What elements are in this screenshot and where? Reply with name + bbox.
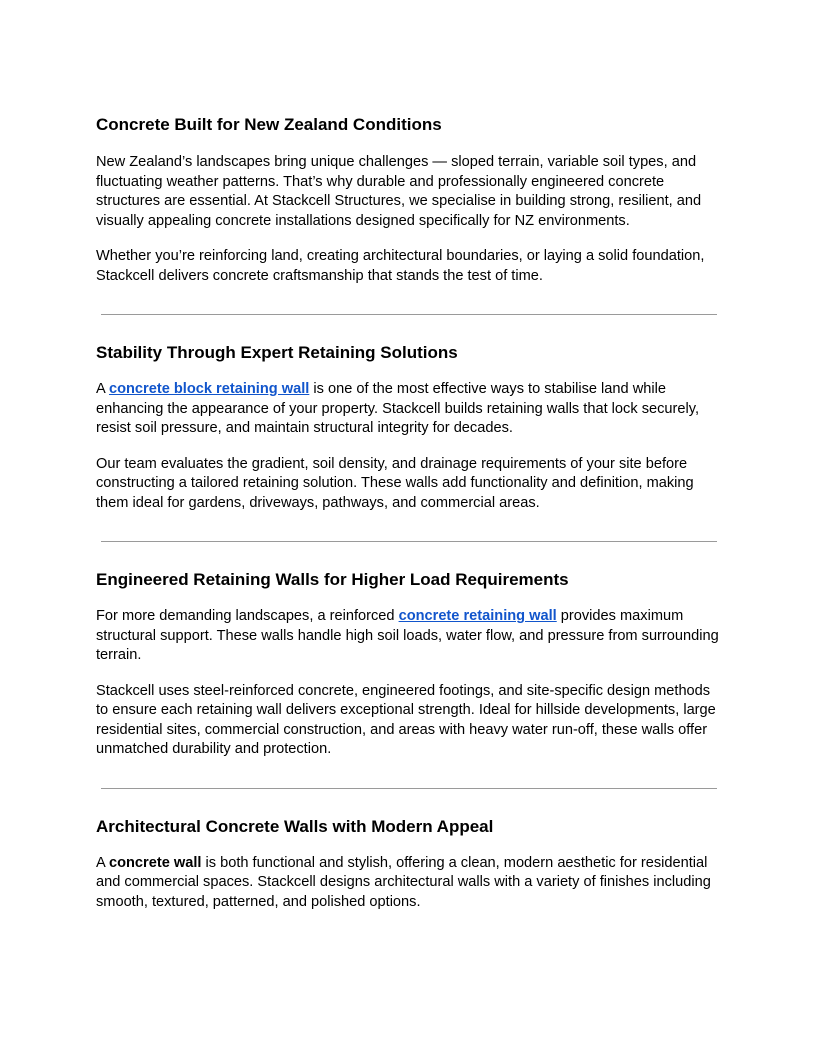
concrete-wall-bold-term: concrete wall [108, 854, 202, 871]
section-heading: Engineered Retaining Walls for Higher Load Requirements [96, 570, 569, 589]
paragraph-text: For more demanding landscapes, a reinforced [96, 608, 399, 624]
concrete-block-retaining-wall-link[interactable]: concrete block retaining wall [108, 381, 310, 397]
section-heading: Stability Through Expert Retaining Solutions [96, 343, 458, 362]
section-retaining-solutions [96, 342, 720, 513]
section-architectural-walls [96, 816, 720, 913]
paragraph-text: A [96, 854, 109, 871]
paragraph [96, 380, 720, 439]
section-divider [101, 314, 717, 315]
paragraph-text: is one of the most effective ways to stabilise land while enhancing the appearance of your property. Stackcell builds retaining walls that lock securely, resist soil pressure, and maintain structural integrity for decades. [96, 381, 700, 436]
paragraph-text: is both functional and stylish, offering a clean, modern aesthetic for residential and commercial spaces. Stackcell designs architectural walls with a variety of finishes including smooth, textured, patterned, and polished options. [96, 854, 711, 910]
paragraph: Whether you’re reinforcing land, creating architectural boundaries, or laying a solid foundation, Stackcell delivers concrete craftsmanship that stands the test of time. [96, 248, 705, 284]
paragraph: New Zealand’s landscapes bring unique challenges — sloped terrain, variable soil types, and fluctuating weather patterns. That’s why durable and professionally engineered concrete structures are essential. At Stackcell Structures, we specialise in building strong, resilient, and visually appealing concrete installations designed specifically for NZ environments. [96, 154, 702, 229]
paragraph [96, 854, 720, 913]
section-heading: Architectural Concrete Walls with Modern Appeal [96, 816, 494, 836]
section-divider [101, 788, 717, 789]
paragraph: Stackcell uses steel-reinforced concrete, engineered footings, and site-specific design methods to ensure each retaining wall delivers exceptional strength. Ideal for hillside developments, large residential sites, commercial construction, and areas with heavy water run-off, these walls offer unmatched durability and protection. [96, 682, 716, 757]
paragraph-text: A [96, 381, 109, 397]
section-engineered-walls [96, 569, 720, 760]
concrete-retaining-wall-link[interactable]: concrete retaining wall [398, 608, 557, 624]
paragraph-text: provides maximum structural support. These walls handle high soil loads, water flow, and pressure from surrounding terrain. [96, 608, 719, 663]
section-divider [101, 541, 717, 542]
section-heading: Concrete Built for New Zealand Conditions [96, 115, 442, 134]
section-nz-conditions [96, 114, 720, 286]
paragraph [96, 607, 720, 666]
paragraph: Our team evaluates the gradient, soil density, and drainage requirements of your site before constructing a tailored retaining solution. These walls add functionality and definition, making them ideal for gardens, driveways, pathways, and commercial areas. [96, 455, 694, 511]
